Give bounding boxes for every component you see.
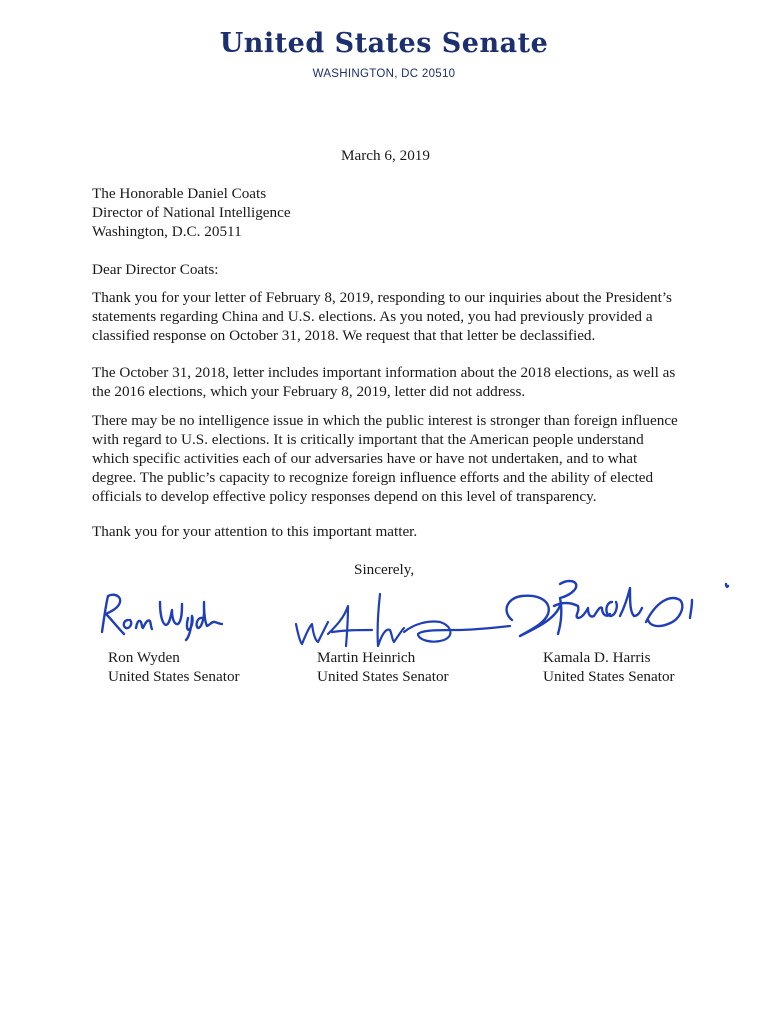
closing-thanks: Thank you for your attention to this important matter. bbox=[92, 523, 418, 540]
paragraph-1 bbox=[92, 288, 672, 345]
signatory-title: United States Senator bbox=[108, 668, 240, 685]
signatory-title: United States Senator bbox=[543, 668, 675, 685]
paragraph-line: statements regarding China and U.S. elections. As you noted, you had previously provided a bbox=[92, 308, 653, 325]
signature-wyden bbox=[94, 588, 224, 644]
signatory-name: Martin Heinrich bbox=[317, 649, 416, 666]
paragraph-line: with regard to U.S. elections. It is critically important that the American people understand bbox=[92, 431, 644, 448]
paragraph-2 bbox=[92, 363, 675, 401]
recipient-line: The Honorable Daniel Coats bbox=[92, 185, 267, 202]
paragraph-line: There may be no intelligence issue in which the public interest is stronger than foreign influence bbox=[92, 412, 678, 429]
recipient-line: Washington, D.C. 20511 bbox=[92, 223, 242, 240]
paragraph-line: degree. The public’s capacity to recognize foreign influence efforts and the ability of elected bbox=[92, 469, 654, 486]
closing-sincerely: Sincerely, bbox=[354, 561, 415, 578]
paragraph-line: Thank you for your letter of February 8, 2019, responding to our inquiries about the President’s bbox=[92, 289, 672, 306]
paragraph-line: officials to develop effective policy responses depend on this level of transparency. bbox=[92, 488, 597, 505]
signature-harris bbox=[496, 572, 736, 652]
paragraph-line: The October 31, 2018, letter includes important information about the 2018 elections, as well as bbox=[92, 364, 676, 381]
letterhead-title: United States Senate bbox=[219, 28, 549, 59]
signatory-name: Kamala D. Harris bbox=[543, 649, 651, 666]
paragraph-line: the 2016 elections, which your February 8, 2019, letter did not address. bbox=[92, 383, 526, 400]
signatory-title: United States Senator bbox=[317, 668, 449, 685]
paragraph-line: classified response on October 31, 2018. We request that that letter be declassified. bbox=[92, 327, 596, 344]
letterhead-address: WASHINGTON, DC 20510 bbox=[312, 68, 456, 80]
paragraph-3 bbox=[92, 411, 678, 506]
letter-date: March 6, 2019 bbox=[341, 147, 430, 164]
recipient-line: Director of National Intelligence bbox=[92, 204, 291, 221]
recipient-address bbox=[92, 184, 291, 241]
signatory-name: Ron Wyden bbox=[108, 649, 180, 666]
salutation: Dear Director Coats: bbox=[92, 261, 219, 278]
paragraph-line: which specific activities each of our adversaries have or have not undertaken, and to what bbox=[92, 450, 638, 467]
